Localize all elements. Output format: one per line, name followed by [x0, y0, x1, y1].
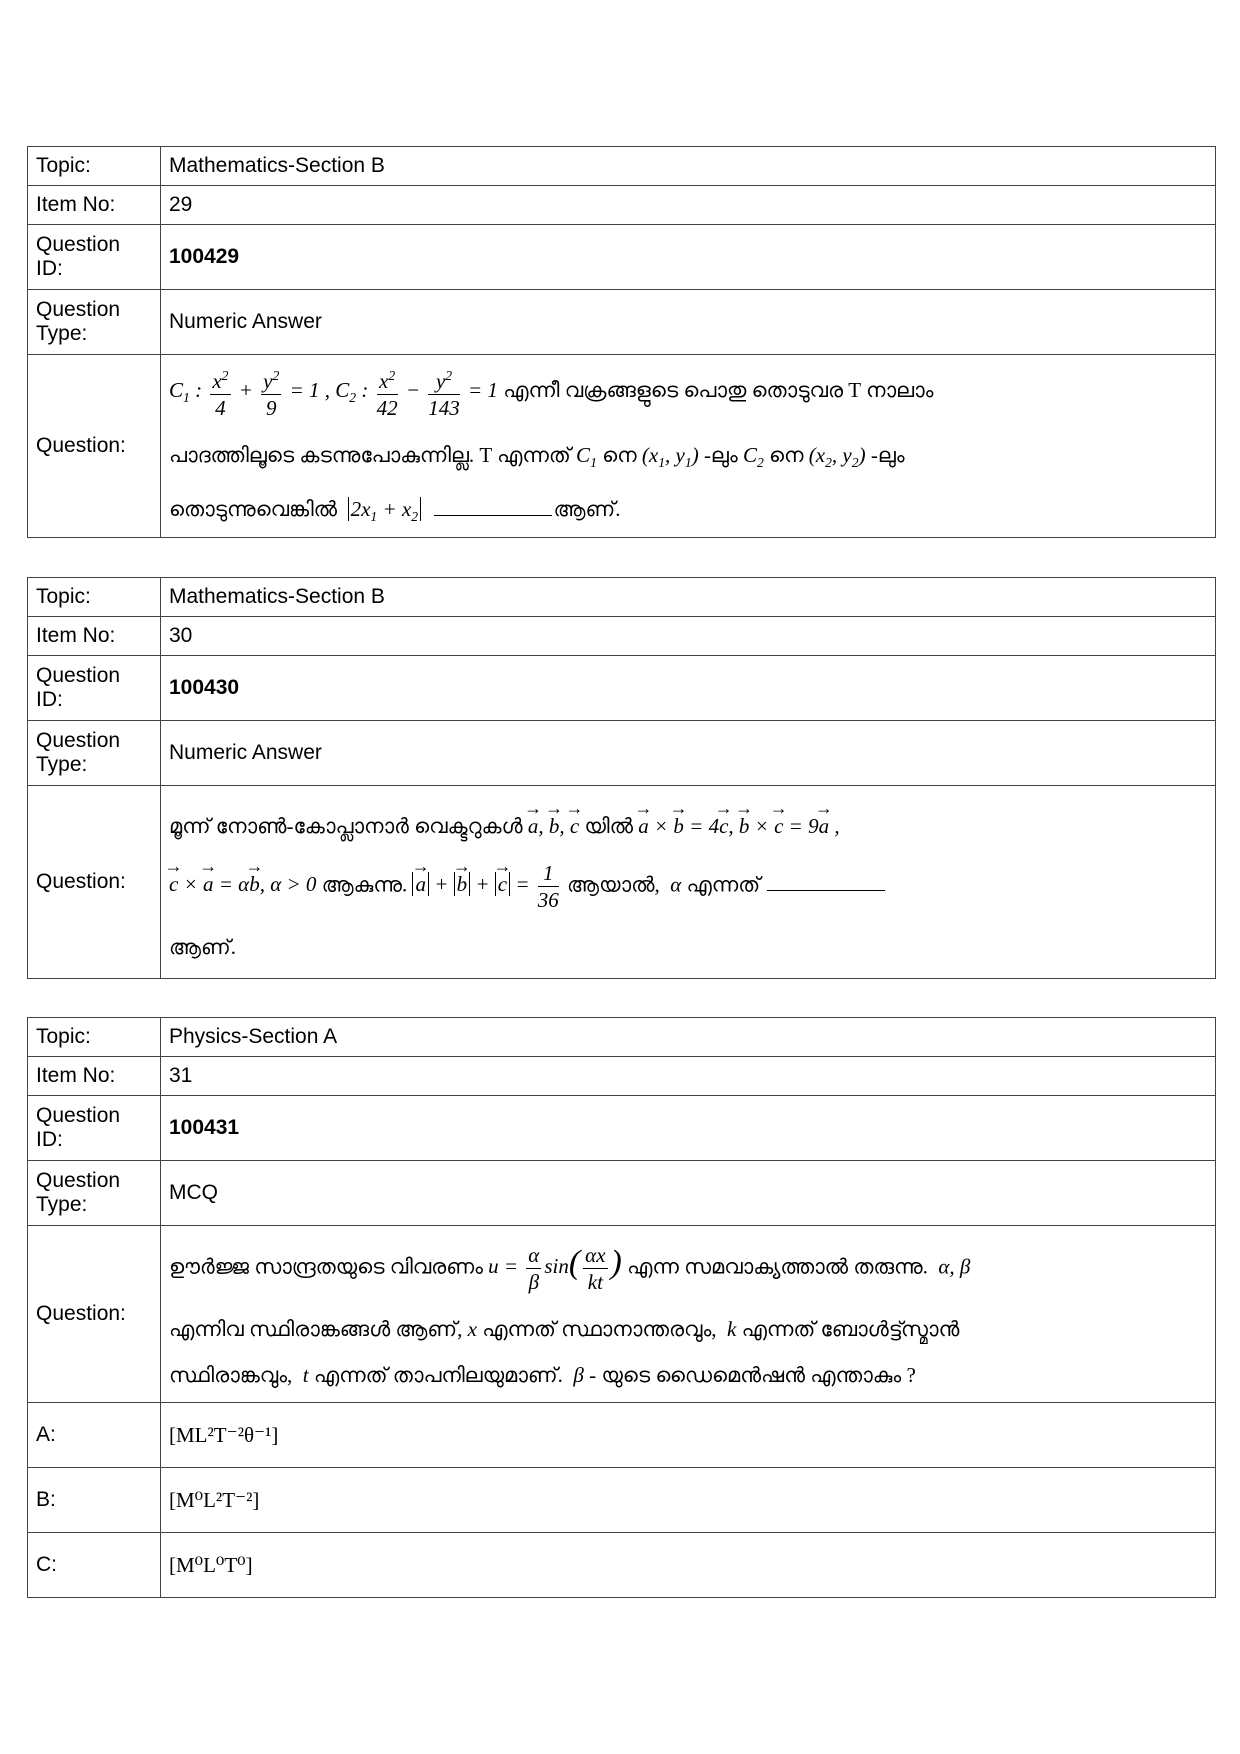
math-cross-ca: → c × → a = α→ b, α > 0	[169, 872, 316, 896]
option-a-label: A:	[28, 1403, 161, 1468]
math-magnitude-sum: → a + → b + → c = $\frac{1}{36}$	[412, 872, 561, 896]
item-no-value: 30	[161, 617, 1216, 656]
question-text-line: എന്നിവ സ്ഥിരാങ്കങ്ങൾ ആണ്,	[169, 1316, 463, 1341]
math-beta: β	[568, 1362, 584, 1387]
question-text-line: മൂന്ന് നോൺ-കോപ്ലാനാർ വെക്ടറുകൾ	[169, 813, 523, 838]
question-text-line: - യുടെ ഡൈമെൻഷൻ എന്താകും ?	[589, 1362, 916, 1387]
question-text-line: ആകുന്നു.	[321, 871, 408, 896]
math-k: k	[721, 1316, 737, 1341]
math-point-2: ($x_2$, $y_2$)	[808, 442, 866, 470]
math-c2: $C_2$	[742, 442, 764, 470]
answer-blank	[767, 889, 885, 891]
question-text-line: -ലും	[703, 442, 738, 467]
topic-value: Physics-Section A	[161, 1018, 1216, 1057]
question-type-label: Question Type:	[28, 1161, 161, 1226]
topic-label: Topic:	[28, 578, 161, 617]
question-text-line: യിൽ	[584, 813, 633, 838]
question-id-value: 100430	[161, 656, 1216, 721]
question-label: Question:	[28, 786, 161, 979]
question-text	[161, 355, 1216, 538]
question-text-line: ആണ്.	[169, 934, 236, 959]
topic-label: Topic:	[28, 147, 161, 186]
question-type-value: MCQ	[161, 1161, 1216, 1226]
question-text	[161, 1226, 1216, 1403]
question-text-line: ആയാൽ,	[567, 871, 660, 896]
question-type-value: Numeric Answer	[161, 721, 1216, 786]
question-label: Question:	[28, 1226, 161, 1403]
question-text	[161, 786, 1216, 979]
question-text-line: സ്ഥിരാങ്കവും,	[169, 1362, 293, 1387]
answer-blank	[434, 514, 552, 516]
question-text-line: നെ	[602, 442, 637, 467]
math-x: x	[467, 1316, 477, 1341]
math-c1: $C_1$	[576, 442, 597, 470]
option-b-label: B:	[28, 1468, 161, 1533]
item-no-value: 29	[161, 186, 1216, 225]
question-id-value: 100429	[161, 225, 1216, 290]
question-card-30	[27, 577, 1216, 979]
item-no-value: 31	[161, 1057, 1216, 1096]
question-text-line: എന്നത് ബോൾട്ട്സ്മാൻ	[741, 1316, 960, 1341]
question-label: Question:	[28, 355, 161, 538]
math-energy-density: u = $\frac{\alpha}{\beta}$ sin( $\frac{\alpha x}{kt}$ )	[488, 1242, 622, 1294]
math-cross-products: → a × → b = 4→ c, → b × → c = 9→ a ,	[638, 814, 839, 838]
question-text-line: എന്നത് താപനിലയുമാണ്.	[313, 1362, 563, 1387]
question-text-line: പാദത്തിലൂടെ കടന്നുപോകുന്നില്ല. T എന്നത്	[169, 442, 571, 467]
question-text-line: -ലും	[870, 442, 905, 467]
question-type-label: Question Type:	[28, 721, 161, 786]
question-type-label: Question Type:	[28, 290, 161, 355]
topic-value: Mathematics-Section B	[161, 147, 1216, 186]
option-b-value: [M⁰L²T⁻²]	[161, 1468, 1216, 1533]
question-type-value: Numeric Answer	[161, 290, 1216, 355]
math-point-1: ($x_1$, $y_1$)	[641, 442, 699, 470]
question-id-value: 100431	[161, 1096, 1216, 1161]
question-text-line: ഊർജ്ജ സാന്ദ്രതയുടെ വിവരണം	[169, 1253, 483, 1278]
math-t: t	[297, 1362, 309, 1387]
question-text-line: എന്നത്	[686, 871, 761, 896]
option-c-value: [M⁰L⁰T⁰]	[161, 1533, 1216, 1598]
item-no-label: Item No:	[28, 186, 161, 225]
question-card-31	[27, 1017, 1216, 1598]
question-text-line: എന്നത് സ്ഥാനാന്തരവും,	[482, 1316, 717, 1341]
equation-c1: $C_1$ : $\frac{x^2}{4}$ + $\frac{y^2}{9}$ = 1 , $C_2$ : $\frac{x^2}{42}$ − $\frac{y^2}{143}$ = 1	[169, 378, 498, 402]
option-c-label: C:	[28, 1533, 161, 1598]
math-alpha-beta: α, β	[933, 1253, 971, 1278]
question-card-29	[27, 146, 1216, 538]
question-text-line: ആണ്.	[553, 497, 621, 521]
question-text-line: നെ	[769, 442, 804, 467]
question-id-label: Question ID:	[28, 1096, 161, 1161]
topic-label: Topic:	[28, 1018, 161, 1057]
math-vectors: → a, → b, → c	[528, 814, 579, 838]
question-id-label: Question ID:	[28, 225, 161, 290]
math-alpha: α	[665, 871, 682, 896]
question-text-line: തൊടുന്നുവെങ്കിൽ	[169, 497, 338, 521]
option-a-value: [ML²T⁻²θ⁻¹]	[161, 1403, 1216, 1468]
question-text-line: എന്ന സമവാക്യത്താൽ തരുന്നു.	[627, 1253, 928, 1278]
item-no-label: Item No:	[28, 1057, 161, 1096]
math-abs-expression: $2x_1 + x_2$	[342, 497, 426, 521]
item-no-label: Item No:	[28, 617, 161, 656]
question-text-line: എന്നീ വക്രങ്ങളുടെ പൊതു തൊടുവര T നാലാം	[503, 377, 934, 402]
question-id-label: Question ID:	[28, 656, 161, 721]
topic-value: Mathematics-Section B	[161, 578, 1216, 617]
